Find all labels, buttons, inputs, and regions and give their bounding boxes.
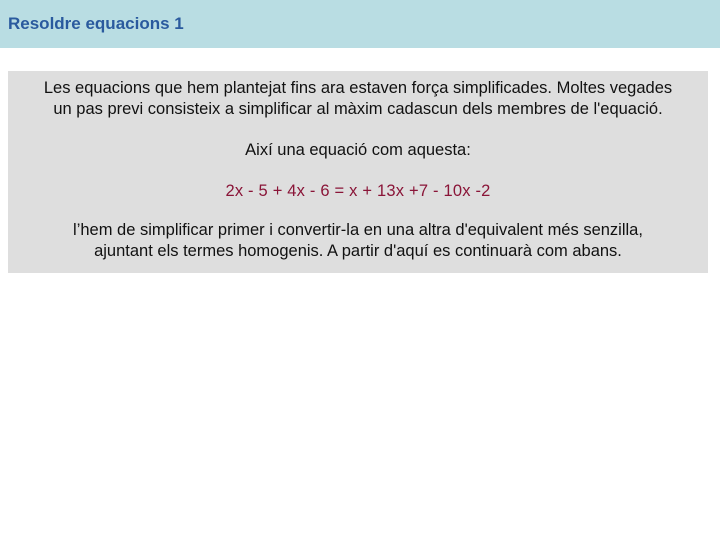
page-title: Resoldre equacions 1 [8,14,184,33]
outro-line-2: ajuntant els termes homogenis. A partir d'aquí es continuarà com abans. [94,242,622,260]
outro-paragraph [8,220,708,262]
content-box [8,71,708,273]
title-bar [0,0,720,48]
intro-line-2: un pas previ consisteix a simplificar al màxim cadascun dels membres de l'equació. [53,100,663,118]
lead-text: Així una equació com aquesta: [245,141,471,159]
equation-text: 2x - 5 + 4x - 6 = x + 13x +7 - 10x -2 [225,182,491,200]
intro-paragraph [8,78,708,120]
intro-line-1: Les equacions que hem plantejat fins ara estaven força simplificades. Moltes vegades [43,79,673,97]
outro-line-1: l’hem de simplificar primer i convertir-la en una altra d'equivalent més senzilla, [73,221,643,239]
